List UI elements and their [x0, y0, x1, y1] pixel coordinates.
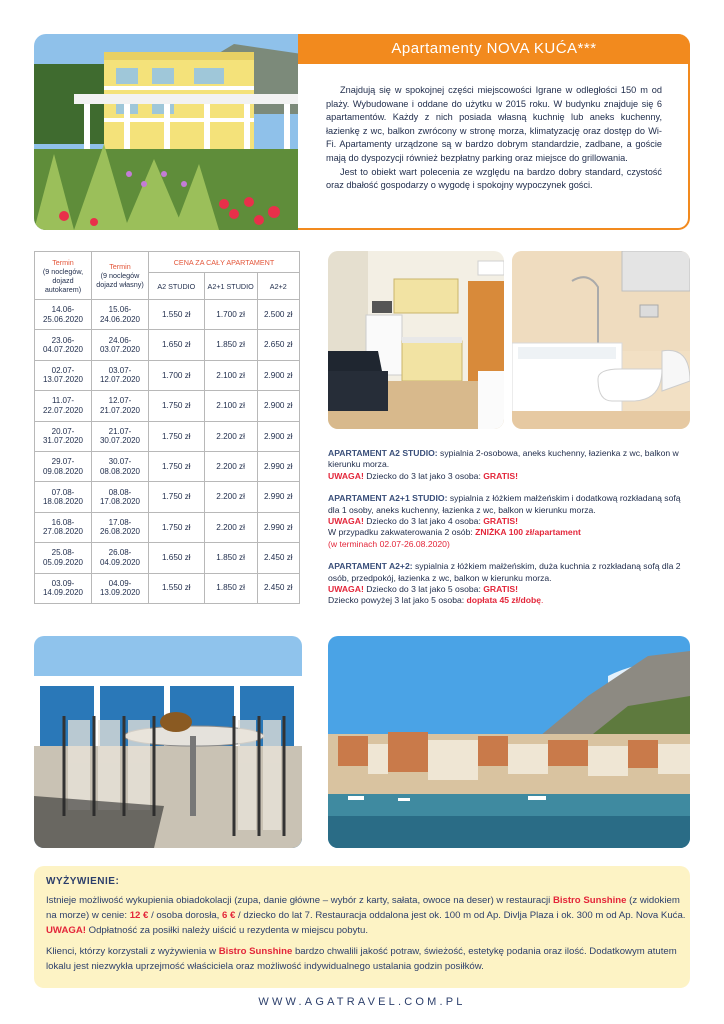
table-row	[35, 421, 300, 451]
price-cell-a2-2: 2.990 zł	[257, 451, 299, 481]
price-cell-a2-1: 2.100 zł	[204, 360, 257, 390]
restaurant-name: Bistro Sunshine	[218, 946, 293, 957]
warning-label: UWAGA!	[328, 516, 364, 527]
description-paragraph: Znajdują się w spokojnej części miejscowości Igrane w odległości 150 m od plaży. Wybudowane i oddane do użytku w 2015 roku. W budynku znajduje się 6 apartamentów. Każdy z nich posiada własną kuchnię lub aneks kuchenny, łazienkę z wc, balkon zwrócony w stronę morza, klimatyzację oraz dostęp do Wi-Fi. Apartamenty urządzone są w bardzo dobrym standardzie, zadbane, a goście mają do dyspozycji również bezpłatny parking oraz miejsce do grillowania.	[326, 85, 662, 163]
term-coach-cell: 29.07-09.08.2020	[35, 451, 92, 481]
meals-text-part: / dziecko do lat 7. Restauracja oddalona jest ok. 100 m od Ap. Divlja Plaza i ok. 300 m od Ap. Nova Kuća.	[235, 910, 686, 921]
term-own-cell: 04.09-13.09.2020	[92, 573, 149, 603]
price-child: 6 €	[222, 910, 236, 921]
discount-period: (w terminach 02.07-26.08.2020)	[328, 538, 450, 549]
meals-text-part: (z widokiem na morze) w cenie:	[46, 895, 680, 921]
term-coach-cell: 14.06-25.06.2020	[35, 300, 92, 330]
price-cell-a2-1: 1.700 zł	[204, 300, 257, 330]
table-row	[35, 482, 300, 512]
extra-charge-end: .	[541, 595, 544, 606]
price-cell-a2-2: 2.900 zł	[257, 391, 299, 421]
term-own-cell: 08.08-17.08.2020	[92, 482, 149, 512]
price-cell-a2-1: 2.200 zł	[204, 421, 257, 451]
page-title: Apartamenty NOVA KUĆA***	[298, 34, 690, 64]
price-cell-a2-2: 2.450 zł	[257, 543, 299, 573]
extra-charge-note: Dziecko powyżej 3 lat jako 5 osoba:	[328, 595, 467, 606]
warning-label: UWAGA!	[328, 584, 364, 595]
price-cell-a2-2: 2.450 zł	[257, 573, 299, 603]
apartment-a2	[328, 448, 690, 482]
table-row	[35, 512, 300, 542]
meals-paragraph	[46, 893, 686, 938]
meals-paragraph	[46, 944, 686, 974]
price-cell-a2-1: 1.850 zł	[204, 543, 257, 573]
price-cell-a2: 1.750 zł	[149, 482, 205, 512]
term-own-cell: 03.07-12.07.2020	[92, 360, 149, 390]
child-note: Dziecko do 3 lat jako 4 osoba:	[363, 516, 484, 527]
price-cell-a2-1: 2.200 zł	[204, 512, 257, 542]
price-cell-a2-2: 2.990 zł	[257, 482, 299, 512]
warning-label: UWAGA!	[328, 470, 364, 481]
term-own-cell: 21.07-30.07.2020	[92, 421, 149, 451]
warning-label: UWAGA!	[46, 925, 86, 936]
price-cell-a2-1: 2.200 zł	[204, 482, 257, 512]
col-header-apt: A2+1 STUDIO	[204, 273, 257, 300]
price-cell-a2: 1.750 zł	[149, 512, 205, 542]
price-cell-a2-1: 1.850 zł	[204, 573, 257, 603]
photo-balcony	[34, 636, 302, 848]
price-cell-a2-2: 2.650 zł	[257, 330, 299, 360]
apartment-a2-2	[328, 561, 690, 607]
col-title: Termin	[52, 257, 74, 267]
price-cell-a2: 1.750 zł	[149, 451, 205, 481]
apartment-name: APARTAMENT A2 STUDIO:	[328, 448, 438, 458]
term-coach-cell: 02.07-13.07.2020	[35, 360, 92, 390]
apartment-descriptions	[328, 448, 690, 618]
price-cell-a2: 1.700 zł	[149, 360, 205, 390]
group-header: CENA ZA CAŁY APARTAMENT	[149, 252, 300, 273]
col-header-term-coach	[35, 252, 92, 300]
photo-house-exterior	[34, 34, 302, 230]
price-cell-a2-2: 2.990 zł	[257, 512, 299, 542]
apartment-name: APARTAMENT A2+1 STUDIO:	[328, 493, 448, 504]
col-subtitle: (9 noclegów, dojazd autokarem)	[42, 266, 84, 294]
free-label: GRATIS!	[483, 584, 518, 595]
description	[326, 84, 662, 193]
meals-text-part: bardzo chwalili jakość potraw, świeżość, estetykę podania oraz ilość. Dodatkowym atutem lokalu jest niezwykła uprzejmość właściciela oraz możliwość indywidualnego ustalania godzin posiłków.	[46, 946, 677, 972]
col-title: Termin	[109, 262, 131, 271]
free-label: GRATIS!	[483, 516, 518, 527]
col-subtitle: (9 noclegów dojazd własny)	[96, 271, 144, 289]
term-coach-cell: 03.09-14.09.2020	[35, 573, 92, 603]
term-own-cell: 15.06-24.06.2020	[92, 300, 149, 330]
meals-text-part: Istnieje możliwość wykupienia obiadokolacji (zupa, danie główne – wybór z karty, sałata, owoce na deser) w restauracji	[46, 895, 553, 906]
description-paragraph: Jest to obiekt wart polecenia ze względu na bardzo dobry standard, czystość oraz dbałość gospodarzy o wygodę i spokojny wypoczynek gości.	[326, 166, 662, 191]
price-cell-a2-1: 2.200 zł	[204, 451, 257, 481]
apartment-name: APARTAMENT A2+2:	[328, 561, 413, 572]
term-coach-cell: 11.07-22.07.2020	[35, 391, 92, 421]
term-coach-cell: 20.07-31.07.2020	[35, 421, 92, 451]
apartment-desc: sypialnia z łóżkiem małżeńskim, duża kuchnia z rozkładaną sofą dla 2 osób, przedpokój, łazienka z wc, balkon w kierunku morza.	[328, 561, 681, 583]
price-cell-a2: 1.750 zł	[149, 391, 205, 421]
price-cell-a2: 1.650 zł	[149, 543, 205, 573]
table-row	[35, 543, 300, 573]
apartment-desc: sypialnia z łóżkiem małżeńskim i dodatkową rozkładaną sofą dla 1 osoby, aneks kuchenny, łazienka z wc, balkon w kierunku morza.	[328, 493, 681, 515]
price-cell-a2: 1.550 zł	[149, 300, 205, 330]
price-cell-a2: 1.750 zł	[149, 421, 205, 451]
table-row	[35, 300, 300, 330]
col-header-apt: A2 STUDIO	[149, 273, 205, 300]
term-coach-cell: 25.08-05.09.2020	[35, 543, 92, 573]
table-row	[35, 573, 300, 603]
term-own-cell: 26.08-04.09.2020	[92, 543, 149, 573]
free-label: GRATIS!	[483, 470, 518, 481]
term-own-cell: 17.08-26.08.2020	[92, 512, 149, 542]
photo-kitchen-living	[328, 251, 504, 429]
table-row	[35, 451, 300, 481]
term-own-cell: 12.07-21.07.2020	[92, 391, 149, 421]
footer-website-link[interactable]: WWW.AGATRAVEL.COM.PL	[258, 996, 466, 1008]
meals-text	[46, 893, 686, 980]
meals-text-part: Odpłatność za posiłki należy uiścić u rezydenta w miejscu pobytu.	[85, 925, 369, 936]
price-cell-a2-2: 2.900 zł	[257, 421, 299, 451]
term-own-cell: 24.06-03.07.2020	[92, 330, 149, 360]
price-cell-a2: 1.550 zł	[149, 573, 205, 603]
col-header-apt: A2+2	[257, 273, 299, 300]
child-note: Dziecko do 3 lat jako 5 osoba:	[363, 584, 484, 595]
price-cell-a2-2: 2.900 zł	[257, 360, 299, 390]
discount-label: ZNIŻKA 100 zł/apartament	[475, 527, 581, 538]
term-coach-cell: 16.08-27.08.2020	[35, 512, 92, 542]
term-coach-cell: 23.06-04.07.2020	[35, 330, 92, 360]
price-cell-a2: 1.650 zł	[149, 330, 205, 360]
table-row	[35, 360, 300, 390]
price-table	[34, 251, 300, 604]
discount-note: W przypadku zakwaterowania 2 osób:	[328, 527, 476, 538]
meals-text-part: Klienci, którzy korzystali z wyżywienia w	[46, 946, 219, 957]
child-note: Dziecko do 3 lat jako 3 osoba:	[363, 470, 484, 481]
photo-bathroom	[512, 251, 690, 429]
price-cell-a2-1: 1.850 zł	[204, 330, 257, 360]
price-cell-a2-2: 2.500 zł	[257, 300, 299, 330]
extra-charge-label: dopłata 45 zł/dobę	[466, 595, 542, 606]
term-own-cell: 30.07-08.08.2020	[92, 451, 149, 481]
table-row	[35, 330, 300, 360]
term-coach-cell: 07.08-18.08.2020	[35, 482, 92, 512]
table-row	[35, 391, 300, 421]
col-header-term-own	[92, 252, 149, 300]
restaurant-name: Bistro Sunshine	[552, 895, 627, 906]
apartment-a2-1	[328, 493, 690, 550]
photo-harbor-village	[328, 636, 690, 848]
price-cell-a2-1: 2.100 zł	[204, 391, 257, 421]
apartment-desc: sypialnia 2-osobowa, aneks kuchenny, łazienka z wc, balkon w kierunku morza.	[328, 448, 679, 470]
meals-text-part: / osoba dorosła,	[148, 910, 223, 921]
meals-title: WYŻYWIENIE:	[46, 876, 120, 887]
price-adult: 12 €	[129, 910, 149, 921]
